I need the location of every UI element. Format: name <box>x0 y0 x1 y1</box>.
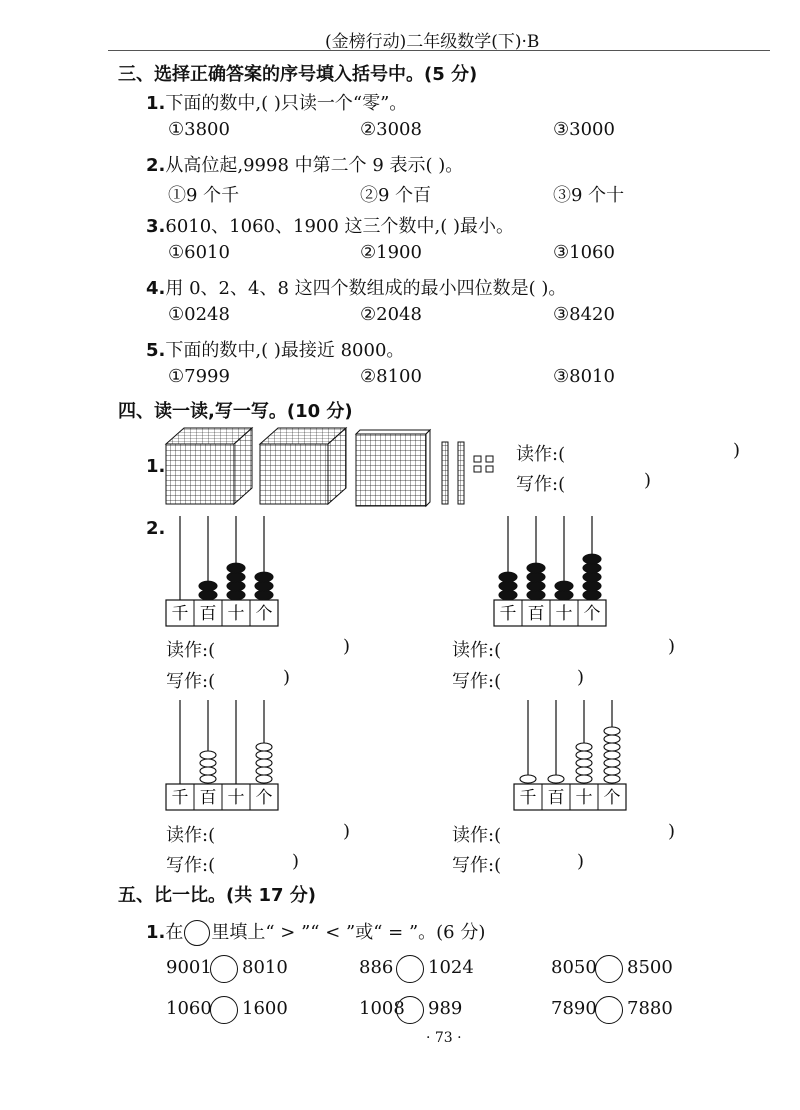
abacus-bead <box>227 563 245 573</box>
place-label: 个 <box>255 788 273 808</box>
question-4-option-1: ①0248 <box>168 304 230 325</box>
abacus-3-write-close: ) <box>292 851 300 872</box>
question-3-option-2: ②1900 <box>360 242 422 263</box>
abacus-bead <box>527 563 545 573</box>
s4-q1-read-close: ) <box>733 440 741 461</box>
abacus-3 <box>166 700 278 810</box>
abacus-bead <box>200 767 216 775</box>
abacus-bead <box>256 759 272 767</box>
question-4-option-3: ③8420 <box>553 304 615 325</box>
question-4: 4.用 0、2、4、8 这四个数组成的最小四位数是( )。 <box>146 278 567 299</box>
abacus-bead <box>604 743 620 751</box>
compare-answer-circle[interactable] <box>595 955 623 983</box>
question-1-option-3: ③3000 <box>553 119 615 140</box>
question-2-option-3: ③9 个十 <box>553 185 625 206</box>
question-1-option-1: ①3800 <box>168 119 230 140</box>
abacus-1 <box>166 516 278 626</box>
abacus-bead <box>548 775 564 783</box>
compare-right-value: 7880 <box>627 998 673 1019</box>
blank-circle-icon <box>184 920 210 946</box>
question-5-option-2: ②8100 <box>360 366 422 387</box>
abacus-4-read-label: 读作:( <box>452 825 502 846</box>
compare-right-value: 1600 <box>242 998 288 1019</box>
question-5-option-1: ①7999 <box>168 366 230 387</box>
compare-answer-circle[interactable] <box>396 955 424 983</box>
place-label: 千 <box>171 604 189 624</box>
question-5: 5.下面的数中,( )最接近 8000。 <box>146 340 405 361</box>
abacus-bead <box>604 727 620 735</box>
place-label: 个 <box>255 604 273 624</box>
abacus-2-write-close: ) <box>577 667 585 688</box>
section-4-title: 四、读一读,写一写。(10 分) <box>118 401 353 422</box>
section-3-title: 三、选择正确答案的序号填入括号中。(5 分) <box>118 64 478 85</box>
abacus-4-write-close: ) <box>577 851 585 872</box>
place-label: 千 <box>519 788 537 808</box>
abacus-bead <box>576 759 592 767</box>
abacus-bead <box>200 775 216 783</box>
abacus-2 <box>494 516 606 626</box>
question-2: 2.从高位起,9998 中第二个 9 表示( )。 <box>146 155 464 176</box>
s4-q1-number: 1. <box>146 456 166 477</box>
abacus-bead <box>583 581 601 591</box>
s4-q1-read-label: 读作:( <box>516 444 566 465</box>
compare-left-value: 9001 <box>166 957 212 978</box>
abacus-bead <box>583 554 601 564</box>
abacus-bead <box>256 775 272 783</box>
abacus-4-read-close: ) <box>668 821 676 842</box>
s4-q1-write-close: ) <box>644 470 652 491</box>
abacus-bead <box>227 572 245 582</box>
abacus-2-read-label: 读作:( <box>452 640 502 661</box>
abacus-bead <box>256 751 272 759</box>
abacus-1-read-label: 读作:( <box>166 640 216 661</box>
abacus-bead <box>576 751 592 759</box>
compare-answer-circle[interactable] <box>210 996 238 1024</box>
abacus-bead <box>604 751 620 759</box>
abacus-bead <box>527 581 545 591</box>
page-header: (金榜行动)二年级数学(下)·B <box>325 32 540 52</box>
abacus-bead <box>256 767 272 775</box>
question-5-option-3: ③8010 <box>553 366 615 387</box>
abacus-2-write-label: 写作:( <box>452 671 502 692</box>
place-label: 个 <box>583 604 601 624</box>
place-label: 十 <box>575 788 593 808</box>
question-1-option-2: ②3008 <box>360 119 422 140</box>
abacus-bead <box>199 581 217 591</box>
abacus-bead <box>555 581 573 591</box>
place-label: 百 <box>199 604 217 624</box>
abacus-1-write-label: 写作:( <box>166 671 216 692</box>
compare-left-value: 8050 <box>551 957 597 978</box>
abacus-bead <box>200 751 216 759</box>
abacus-bead <box>576 743 592 751</box>
place-label: 百 <box>547 788 565 808</box>
abacus-bead <box>227 590 245 600</box>
abacus-3-write-label: 写作:( <box>166 855 216 876</box>
question-3-option-3: ③1060 <box>553 242 615 263</box>
compare-left-value: 1008 <box>359 998 405 1019</box>
abacus-4-write-label: 写作:( <box>452 855 502 876</box>
place-label: 千 <box>171 788 189 808</box>
abacus-bead <box>199 590 217 600</box>
compare-left-value: 886 <box>359 957 394 978</box>
abacus-2-read-close: ) <box>668 636 676 657</box>
abacus-3-read-label: 读作:( <box>166 825 216 846</box>
place-label: 百 <box>199 788 217 808</box>
question-4-option-2: ②2048 <box>360 304 422 325</box>
place-label: 个 <box>603 788 621 808</box>
abacus-bead <box>527 572 545 582</box>
page-number: · 73 · <box>426 1030 462 1046</box>
abacus-bead <box>255 590 273 600</box>
compare-answer-circle[interactable] <box>396 996 424 1024</box>
abacus-bead <box>604 767 620 775</box>
abacus-bead <box>227 581 245 591</box>
section-5-title: 五、比一比。(共 17 分) <box>118 885 317 906</box>
abacus-bead <box>604 775 620 783</box>
abacus-4 <box>514 700 626 810</box>
s4-q1-write-label: 写作:( <box>516 474 566 495</box>
place-label: 十 <box>555 604 573 624</box>
question-2-option-2: ②9 个百 <box>360 185 432 206</box>
compare-answer-circle[interactable] <box>595 996 623 1024</box>
place-label: 百 <box>527 604 545 624</box>
abacus-bead <box>555 590 573 600</box>
abacus-bead <box>255 572 273 582</box>
question-3: 3.6010、1060、1900 这三个数中,( )最小。 <box>146 216 515 237</box>
compare-left-value: 1060 <box>166 998 212 1019</box>
compare-left-value: 7890 <box>551 998 597 1019</box>
abacus-bead <box>527 590 545 600</box>
question-1: 1.下面的数中,( )只读一个“零”。 <box>146 93 408 114</box>
abacus-bead <box>256 743 272 751</box>
place-label: 十 <box>227 604 245 624</box>
compare-right-value: 989 <box>428 998 463 1019</box>
s4-q2-number: 2. <box>146 518 166 539</box>
abacus-bead <box>576 767 592 775</box>
place-label: 千 <box>499 604 517 624</box>
abacus-bead <box>520 775 536 783</box>
abacus-bead <box>604 735 620 743</box>
abacus-bead <box>255 581 273 591</box>
abacus-bead <box>499 581 517 591</box>
abacus-1-write-close: ) <box>283 667 291 688</box>
question-2-option-1: ①9 个千 <box>168 185 240 206</box>
abacus-bead <box>499 572 517 582</box>
abacus-bead <box>604 759 620 767</box>
abacus-bead <box>583 572 601 582</box>
compare-answer-circle[interactable] <box>210 955 238 983</box>
abacus-bead <box>200 759 216 767</box>
abacus-bead <box>576 775 592 783</box>
abacus-bead <box>499 590 517 600</box>
compare-right-value: 1024 <box>428 957 474 978</box>
abacus-bead <box>583 563 601 573</box>
abacus-bead <box>583 590 601 600</box>
abacus-3-read-close: ) <box>343 821 351 842</box>
abacus-1-read-close: ) <box>343 636 351 657</box>
place-label: 十 <box>227 788 245 808</box>
s5-q1: 1.在 里填上“ > ”“ < ”或“ = ”。(6 分) <box>146 918 485 946</box>
compare-right-value: 8500 <box>627 957 673 978</box>
question-3-option-1: ①6010 <box>168 242 230 263</box>
compare-right-value: 8010 <box>242 957 288 978</box>
